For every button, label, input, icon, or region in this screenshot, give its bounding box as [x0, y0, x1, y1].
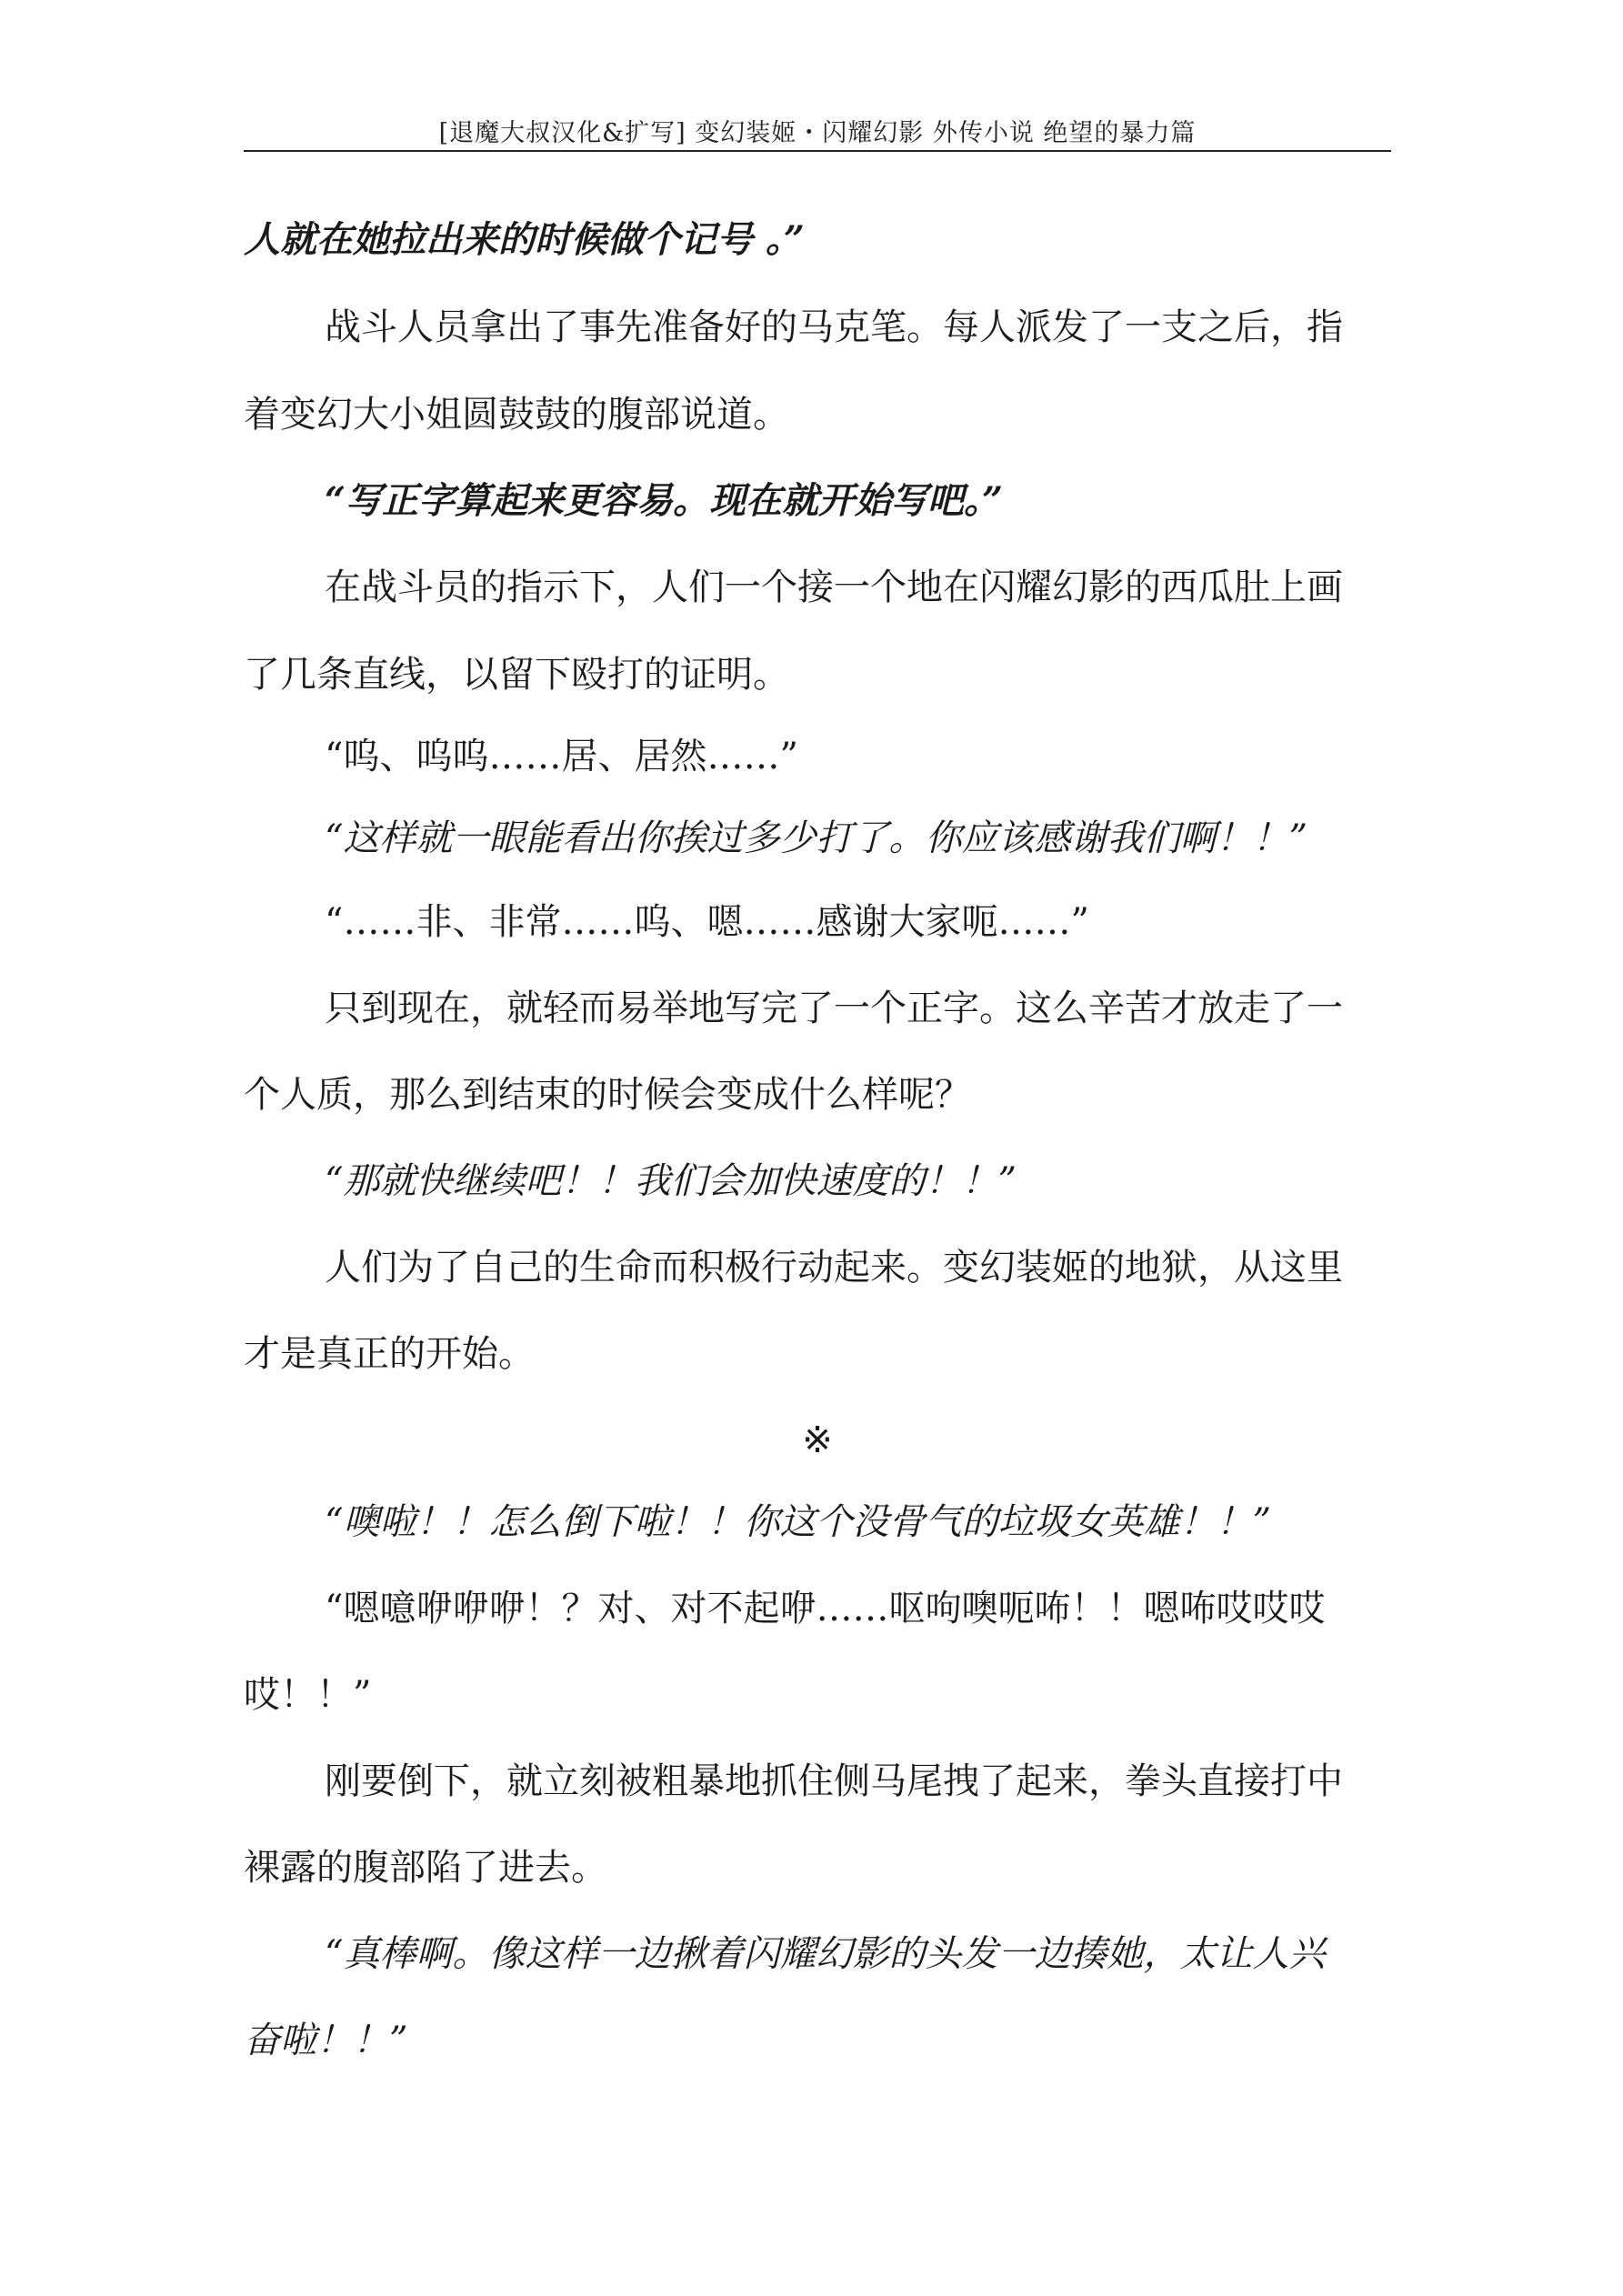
text-line: 刚要倒下，就立刻被粗暴地抓住侧马尾拽了起来，拳头直接打中 [325, 1760, 1343, 1802]
text-line: 个人质，那么到结束的时候会变成什么样呢？ [244, 1074, 971, 1116]
page-header: [退魔大叔汉化&扩写] 变幻装姬・闪耀幻影 外传小说 绝望的暴力篇 [438, 119, 1197, 147]
text-line: “嗯噫咿咿咿！？对、对不起咿……呕呴噢呃咘！！嗯咘哎哎哎 [325, 1588, 1326, 1629]
text-line: “……非、非常……呜、嗯……感谢大家呃……” [325, 901, 1089, 943]
text-line: 哎！！” [244, 1674, 372, 1716]
text-line: “真棒啊。像这样一边揪着闪耀幻影的头发一边揍她，太让人兴 [325, 1933, 1326, 1975]
text-line: 了几条直线，以留下殴打的证明。 [244, 654, 789, 696]
text-line: “呜、呜呜……居、居然……” [325, 736, 798, 777]
text-line: 才是真正的开始。 [244, 1333, 535, 1375]
text-line: 战斗人员拿出了事先准备好的马克笔。每人派发了一支之后，指 [325, 306, 1343, 348]
text-line: “噢啦！！怎么倒下啦！！你这个没骨气的垃圾女英雄！！” [325, 1501, 1271, 1543]
text-line: 人就在她拉出来的时候做个记号 。” [244, 218, 805, 261]
text-line: 奋啦！！” [244, 2020, 408, 2061]
scene-break-mark: ※ [802, 1419, 833, 1461]
text-line: 裸露的腹部陷了进去。 [244, 1847, 607, 1889]
text-line: 着变幻大小姐圆鼓鼓的腹部说道。 [244, 394, 789, 436]
text-line: 在战斗员的指示下，人们一个接一个地在闪耀幻影的西瓜肚上画 [325, 566, 1343, 608]
text-line: 只到现在，就轻而易举地写完了一个正字。这么辛苦才放走了一 [325, 988, 1343, 1029]
text-line: “写正字算起来更容易。现在就开始写吧。” [325, 479, 1004, 522]
text-line: “这样就一眼能看出你挨过多少打了。你应该感谢我们啊！！” [325, 817, 1307, 859]
text-line: “那就快继续吧！！我们会加快速度的！！” [325, 1160, 1017, 1202]
text-line: 人们为了自己的生命而积极行动起来。变幻装姬的地狱，从这里 [325, 1247, 1343, 1288]
header-divider [244, 150, 1391, 152]
